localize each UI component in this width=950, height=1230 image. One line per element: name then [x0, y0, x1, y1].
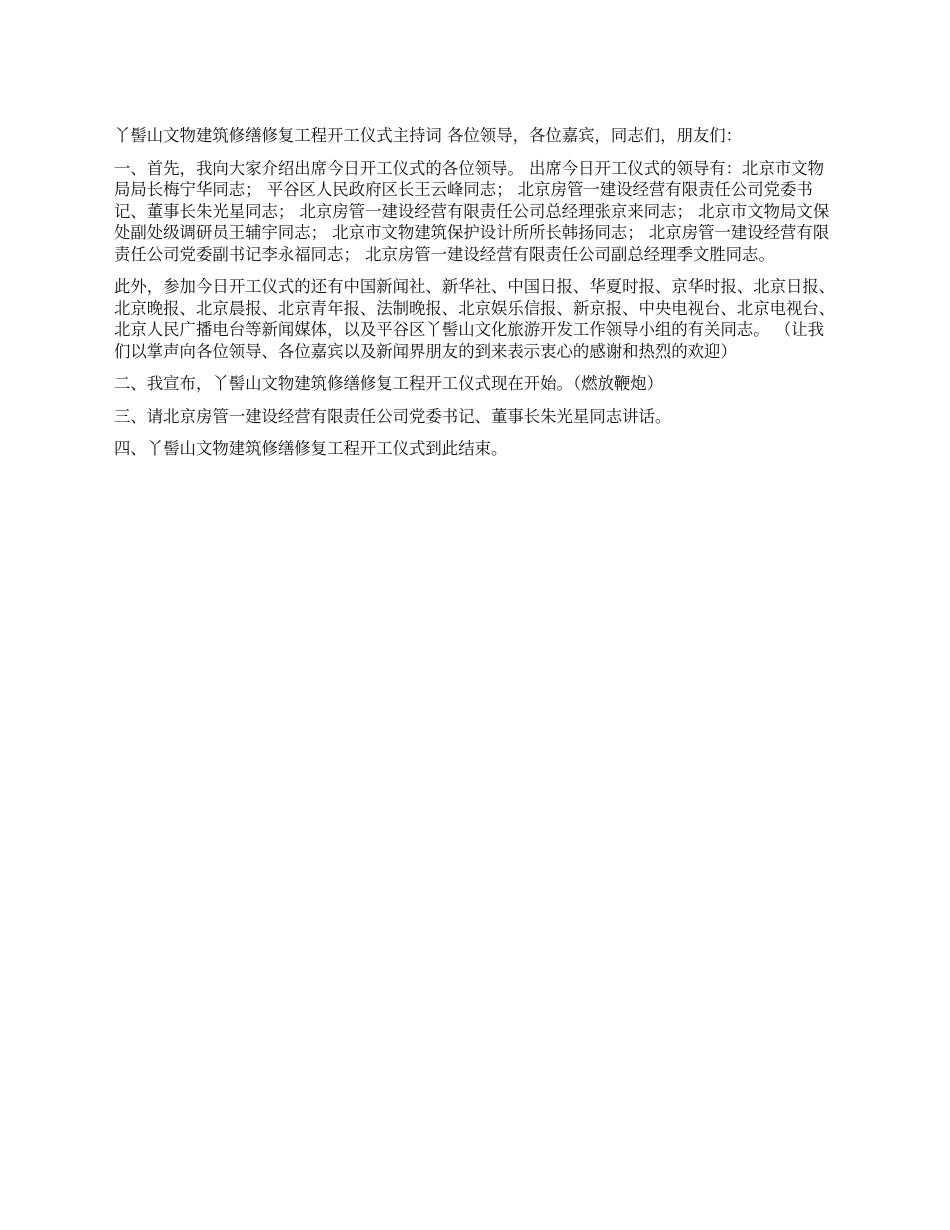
paragraph-announce-start: 二、我宣布，丫髻山文物建筑修缮修复工程开工仪式现在开始。（燃放鞭炮） — [114, 374, 664, 393]
paragraph-title-greeting: 丫髻山文物建筑修缮修复工程开工仪式主持词 各位领导，各位嘉宾，同志们，朋友们： — [114, 126, 743, 145]
paragraph-speech-invitation: 三、请北京房管一建设经营有限责任公司党委书记、董事长朱光星同志讲话。 — [114, 406, 672, 426]
paragraph-closing: 四、丫髻山文物建筑修缮修复工程开工仪式到此结束。 — [114, 439, 508, 458]
paragraph-introduce-leaders: 一、首先，我向大家介绍出席今日开工仪式的各位领导。 出席今日开工仪式的领导有：北京市文物局局长梅宁华同志； 平谷区人民政府区长王云峰同志； 北京房管一建设经营有限责任公司党委书记、董事长朱光星同志； 北京房管一建设经营有限责任公司总经理张京来同志； 北京市文物局文保处副处级调研员王辅宇同志； 北京市文物建筑保护设计所所长韩扬同志； 北京房管一建设经营有限责任公司党委副书记李永福同志； 北京房管一建设经营有限责任公司副总经理季文胜同志。 — [114, 158, 830, 264]
paragraph-media-attendees: 此外，参加今日开工仪式的还有中国新闻社、新华社、中国日报、华夏时报、京华时报、北京日报、北京晚报、北京晨报、北京青年报、法制晚报、北京娱乐信报、新京报、中央电视台、北京电视台、北京人民广播电台等新闻媒体，以及平谷区丫髻山文化旅游开发工作领导小组的有关同志。 （让我们以掌声向各位领导、各位嘉宾以及新闻界朋友的到来表示衷心的感谢和热烈的欢迎） — [114, 277, 836, 361]
document-body — [114, 125, 838, 471]
